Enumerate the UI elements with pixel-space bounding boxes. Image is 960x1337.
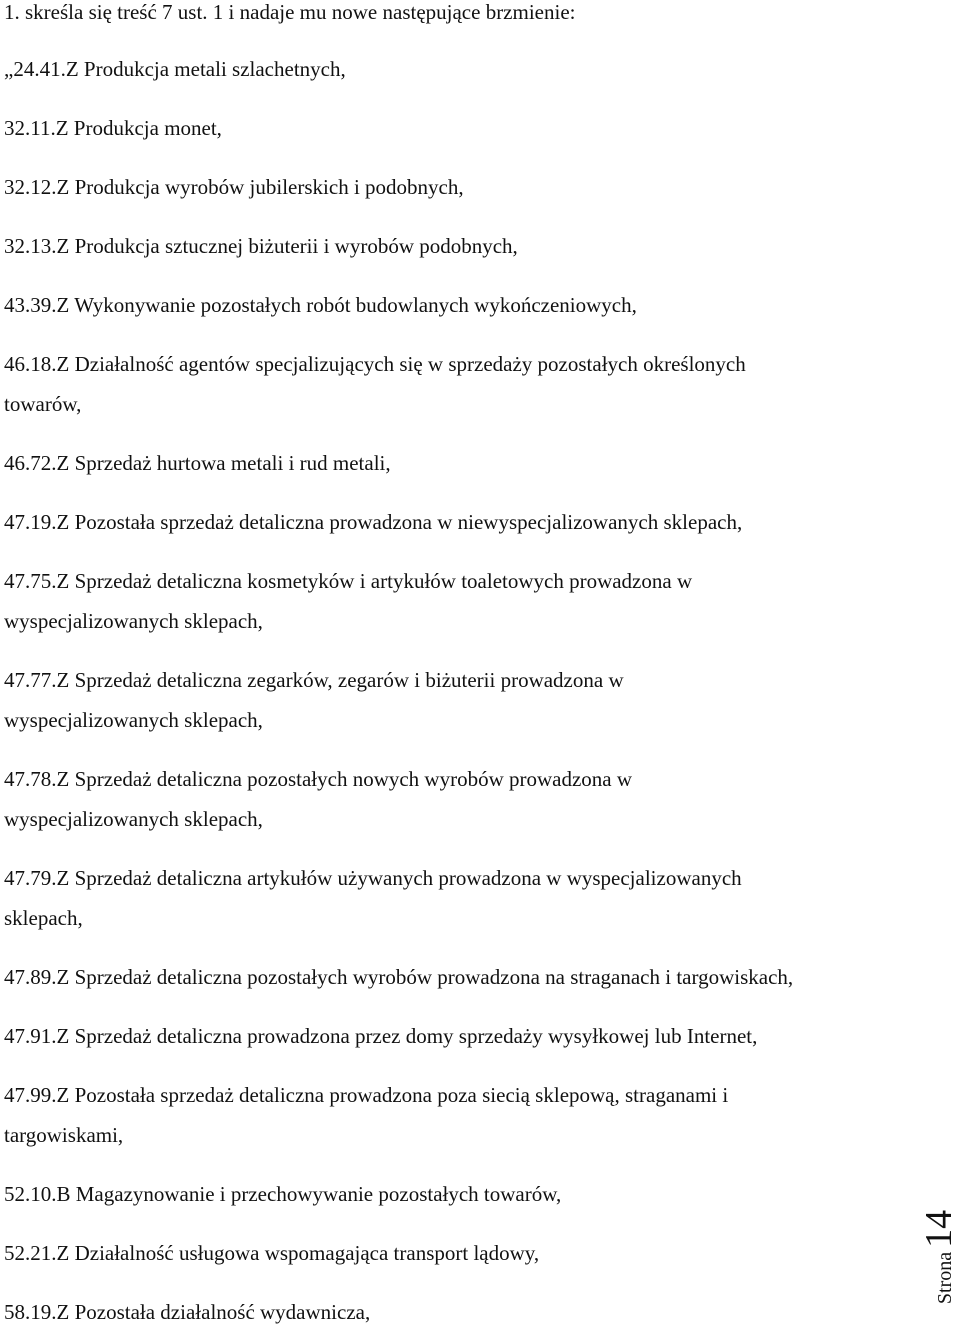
page-number-footer [918, 1177, 960, 1337]
doc-line-16: wyspecjalizowanych sklepach, [4, 807, 263, 831]
doc-line-10: 47.19.Z Pozostała sprzedaż detaliczna prowadzona w niewyspecjalizowanych sklepach, [4, 510, 743, 534]
doc-line-4: 32.12.Z Produkcja wyrobów jubilerskich i podobnych, [4, 175, 464, 199]
doc-line-21: 47.99.Z Pozostała sprzedaż detaliczna prowadzona poza siecią sklepową, straganami i [4, 1083, 729, 1107]
doc-line-18: sklepach, [4, 906, 83, 930]
doc-line-2: „24.41.Z Produkcja metali szlachetnych, [4, 57, 346, 81]
doc-line-5: 32.13.Z Produkcja sztucznej biżuterii i wyrobów podobnych, [4, 234, 518, 258]
doc-line-19: 47.89.Z Sprzedaż detaliczna pozostałych wyrobów prowadzona na straganach i targowiskach, [4, 965, 794, 989]
doc-line-3: 32.11.Z Produkcja monet, [4, 116, 222, 140]
doc-line-1: 1. skreśla się treść 7 ust. 1 i nadaje mu nowe następujące brzmienie: [4, 0, 576, 24]
doc-line-20: 47.91.Z Sprzedaż detaliczna prowadzona przez domy sprzedaży wysyłkowej lub Internet, [4, 1024, 758, 1048]
doc-line-8: towarów, [4, 392, 82, 416]
doc-line-23: 52.10.B Magazynowanie i przechowywanie pozostałych towarów, [4, 1182, 562, 1206]
doc-line-14: wyspecjalizowanych sklepach, [4, 708, 263, 732]
doc-line-11: 47.75.Z Sprzedaż detaliczna kosmetyków i artykułów toaletowych prowadzona w [4, 569, 693, 593]
doc-line-7: 46.18.Z Działalność agentów specjalizujących się w sprzedaży pozostałych określonych [4, 352, 746, 376]
doc-line-6: 43.39.Z Wykonywanie pozostałych robót budowlanych wykończeniowych, [4, 293, 637, 317]
doc-line-13: 47.77.Z Sprzedaż detaliczna zegarków, zegarów i biżuterii prowadzona w [4, 668, 624, 692]
doc-line-25: 58.19.Z Pozostała działalność wydawnicza, [4, 1300, 371, 1324]
page-number: 14 [918, 1209, 960, 1248]
doc-line-12: wyspecjalizowanych sklepach, [4, 609, 263, 633]
doc-line-22: targowiskami, [4, 1123, 124, 1147]
doc-line-17: 47.79.Z Sprzedaż detaliczna artykułów używanych prowadzona w wyspecjalizowanych [4, 866, 742, 890]
doc-line-24: 52.21.Z Działalność usługowa wspomagająca transport lądowy, [4, 1241, 540, 1265]
page-word: Strona [934, 1251, 956, 1305]
page-number-label [920, 1210, 958, 1304]
doc-line-15: 47.78.Z Sprzedaż detaliczna pozostałych nowych wyrobów prowadzona w [4, 767, 633, 791]
doc-line-9: 46.72.Z Sprzedaż hurtowa metali i rud metali, [4, 451, 391, 475]
